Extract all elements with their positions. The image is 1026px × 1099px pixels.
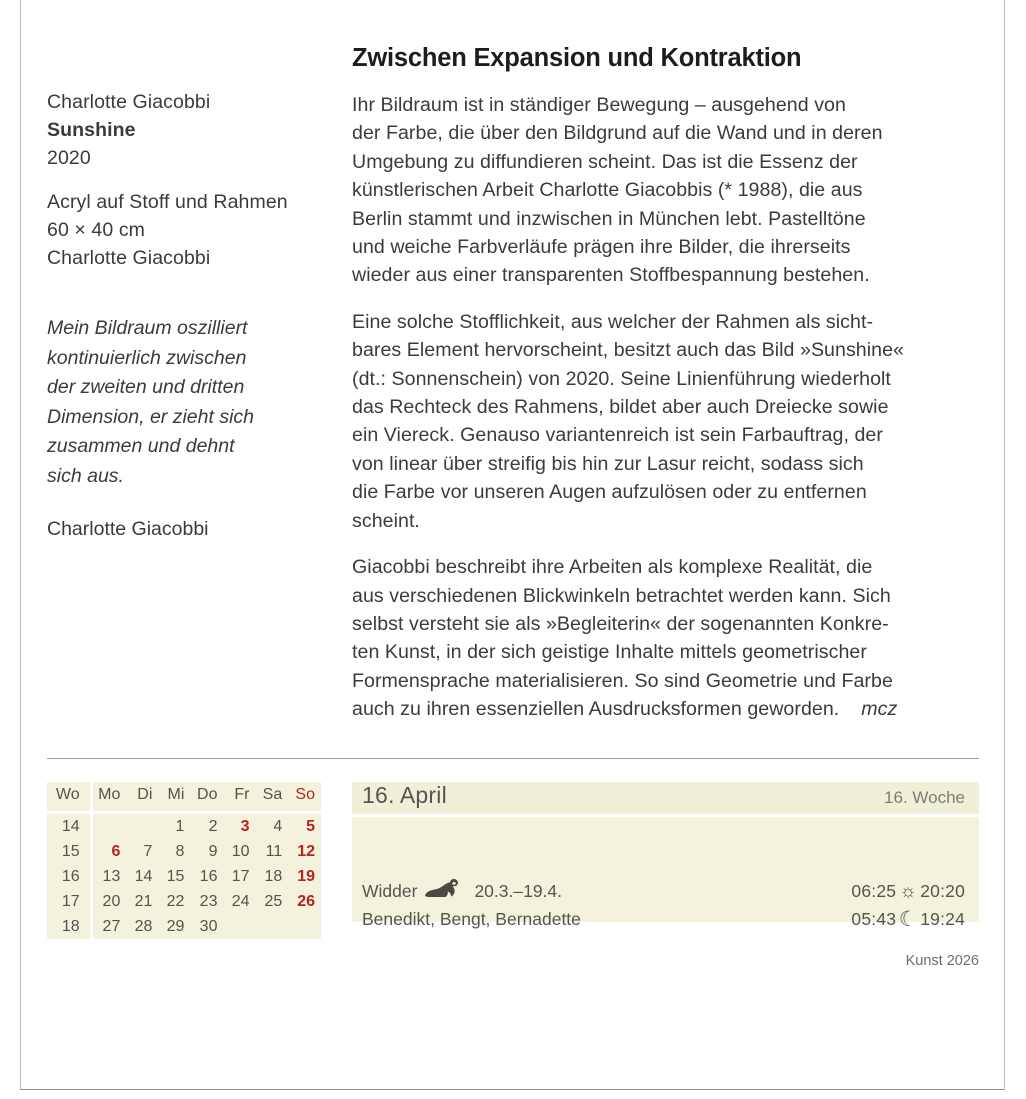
- quote-line: sich aus.: [47, 464, 124, 487]
- zodiac-row: [362, 879, 965, 903]
- day-cell[interactable]: 5: [306, 817, 315, 835]
- day-cell[interactable]: 29: [166, 917, 185, 935]
- day-cell[interactable]: 15: [166, 867, 185, 885]
- day-cell[interactable]: 21: [134, 892, 153, 910]
- day-cell[interactable]: 7: [143, 842, 153, 860]
- paragraph-line: Umgebung zu diffundieren scheint. Das ist die Essenz der: [352, 150, 858, 173]
- day-cell[interactable]: 18: [264, 867, 283, 885]
- column-header-di: Di: [126, 782, 158, 814]
- day-cell[interactable]: 10: [231, 842, 250, 860]
- column-header-mo: Mo: [93, 782, 127, 814]
- week-number-cell: 16: [47, 864, 93, 889]
- mini-calendar-week-row: [47, 864, 321, 889]
- empty-day-cell: [256, 914, 289, 939]
- column-header-so: So: [288, 782, 321, 814]
- mini-calendar-body: [47, 814, 321, 939]
- artwork-artist: Charlotte Giacobbi: [47, 91, 211, 113]
- paragraph-line: selbst versteht sie als »Begleiterin« der sogenannten Konkre-: [352, 612, 889, 635]
- paragraph-line: aus verschiedenen Blickwinkeln betrachtet werden kann. Sich: [352, 584, 891, 607]
- day-cell[interactable]: 4: [273, 817, 283, 835]
- day-cell[interactable]: 12: [297, 842, 315, 860]
- paragraph-line: die Farbe vor unseren Augen aufzulösen oder zu entfernen: [352, 481, 867, 504]
- artwork-dimensions: 60 × 40 cm: [47, 219, 146, 241]
- artwork-caption: [47, 88, 337, 543]
- moonset-time: 19:24: [920, 909, 965, 929]
- paragraph-line: Eine solche Stofflichkeit, aus welcher der Rahmen als sicht-: [352, 310, 874, 333]
- moonrise-time: 05:43: [851, 909, 897, 929]
- empty-day-cell: [93, 814, 127, 839]
- day-cell[interactable]: 17: [231, 867, 250, 885]
- mini-calendar-week-row: [47, 839, 321, 864]
- day-date: 16. April: [362, 782, 447, 808]
- paragraph-line: künstlerischen Arbeit Charlotte Giacobbis (* 1988), die aus: [352, 179, 863, 202]
- paragraph-line: von linear über streifig bis hin zur Lasur reicht, sodass sich: [352, 452, 864, 475]
- day-cell[interactable]: 25: [264, 892, 283, 910]
- mini-calendar-header: [47, 782, 321, 814]
- article-paragraph: [352, 91, 982, 290]
- quote-line: kontinuierlich zwischen: [47, 346, 247, 369]
- day-cell[interactable]: 24: [231, 892, 250, 910]
- quote-attribution: Charlotte Giacobbi: [47, 518, 209, 540]
- week-number-cell: 18: [47, 914, 93, 939]
- artwork-medium: Acryl auf Stoff und Rahmen: [47, 191, 288, 213]
- day-cell[interactable]: 27: [102, 917, 121, 935]
- calendar-band: [0, 782, 1026, 982]
- zodiac-info: [362, 879, 562, 903]
- day-cell[interactable]: 6: [111, 842, 121, 860]
- artwork-year: 2020: [47, 147, 91, 169]
- paragraph-line: scheint.: [352, 509, 420, 532]
- day-cell[interactable]: 8: [175, 842, 185, 860]
- paragraph-line: ein Viereck. Genauso variantenreich ist sein Farbauftrag, der: [352, 424, 883, 447]
- day-cell[interactable]: 23: [199, 892, 218, 910]
- footer-credit: Kunst 2026: [905, 953, 979, 969]
- zodiac-name: Widder: [362, 880, 418, 901]
- mini-month-calendar: [47, 782, 321, 939]
- day-cell[interactable]: 13: [102, 867, 121, 885]
- week-number-cell: 17: [47, 889, 93, 914]
- name-days: Benedikt, Bengt, Bernadette: [362, 909, 581, 929]
- article-title: Zwischen Expansion und Kontraktion: [352, 44, 802, 72]
- article: [352, 42, 982, 724]
- day-cell[interactable]: 20: [102, 892, 121, 910]
- paragraph-line: Berlin stammt und inzwischen in München lebt. Pastelltöne: [352, 207, 866, 230]
- quote-line: zusammen und dehnt: [47, 435, 235, 457]
- day-cell[interactable]: 28: [134, 917, 153, 935]
- caption-spacer: [47, 172, 337, 188]
- day-cell[interactable]: 11: [265, 842, 283, 860]
- article-paragraph: [352, 553, 982, 723]
- day-cell[interactable]: 16: [199, 867, 218, 885]
- day-cell[interactable]: 1: [175, 817, 185, 835]
- week-number-cell: 14: [47, 814, 93, 839]
- day-cell[interactable]: 19: [297, 867, 315, 885]
- name-day-row: [362, 909, 965, 930]
- day-cell[interactable]: 26: [297, 892, 315, 910]
- column-header-week: Wo: [47, 782, 93, 814]
- column-header-do: Do: [190, 782, 223, 814]
- mini-calendar-header-row: [47, 782, 321, 814]
- week-number-cell: 15: [47, 839, 93, 864]
- column-header-sa: Sa: [256, 782, 289, 814]
- paragraph-line: wieder aus einer transparenten Stoffbespannung bestehen.: [352, 264, 870, 287]
- paragraph-line: [352, 695, 982, 723]
- day-body: [352, 817, 979, 931]
- article-paragraph: [352, 308, 982, 535]
- article-author-initials: mcz: [861, 698, 898, 721]
- day-cell[interactable]: 22: [166, 892, 185, 910]
- artwork-title: Sunshine: [47, 119, 136, 141]
- sun-icon: ☼: [899, 880, 918, 902]
- artwork-credit: Charlotte Giacobbi: [47, 247, 211, 269]
- empty-day-cell: [288, 914, 321, 939]
- sun-times: [851, 881, 965, 902]
- day-header-inner: [362, 782, 965, 814]
- aries-ram-icon: [423, 876, 467, 900]
- column-header-mi: Mi: [158, 782, 190, 814]
- paragraph-line: Formensprache materialisieren. So sind Geometrie und Farbe: [352, 669, 893, 692]
- paragraph-line: ten Kunst, in der sich geistige Inhalte mittels geometrischer: [352, 641, 867, 664]
- mini-calendar-week-row: [47, 914, 321, 939]
- section-divider: [47, 758, 979, 759]
- zodiac-date-range: 20.3.–19.4.: [474, 880, 563, 901]
- quote-line: Mein Bildraum oszilliert: [47, 317, 248, 339]
- mini-calendar-week-row: [47, 889, 321, 914]
- paragraph-line: das Rechteck des Rahmens, bildet aber auch Dreiecke sowie: [352, 396, 889, 419]
- empty-day-cell: [223, 914, 255, 939]
- artist-quote: [47, 314, 337, 543]
- sunrise-time: 06:25: [851, 880, 897, 901]
- moon-times: [851, 909, 965, 930]
- day-cell[interactable]: 14: [134, 867, 153, 885]
- day-cell[interactable]: 2: [208, 817, 218, 835]
- day-week-number: 16. Woche: [884, 788, 965, 807]
- sunset-time: 20:20: [920, 880, 965, 901]
- paragraph-line: bares Element hervorscheint, besitzt auch das Bild »Sunshine«: [352, 339, 904, 362]
- paragraph-line: Giacobbi beschreibt ihre Arbeiten als komplexe Realität, die: [352, 556, 873, 579]
- paragraph-line: der Farbe, die über den Bildgrund auf die Wand und in deren: [352, 122, 883, 145]
- paragraph-line: und weiche Farbverläufe prägen ihre Bilder, die ihrerseits: [352, 236, 851, 259]
- paragraph-line: (dt.: Sonnenschein) von 2020. Seine Linienführung wiederholt: [352, 367, 891, 390]
- day-header: [352, 782, 979, 814]
- day-cell[interactable]: 9: [208, 842, 218, 860]
- empty-day-cell: [126, 814, 158, 839]
- paragraph-line-text: auch zu ihren essenziellen Ausdrucksformen geworden.: [352, 698, 840, 721]
- day-cell[interactable]: 3: [240, 817, 250, 835]
- column-header-fr: Fr: [223, 782, 255, 814]
- mini-calendar-week-row: [47, 814, 321, 839]
- quote-line: der zweiten und dritten: [47, 376, 245, 398]
- quote-line: Dimension, er zieht sich: [47, 405, 254, 428]
- paragraph-line: Ihr Bildraum ist in ständiger Bewegung – ausgehend von: [352, 94, 846, 116]
- moon-icon: ☾: [898, 908, 918, 931]
- day-detail-panel: [352, 782, 979, 931]
- day-cell[interactable]: 30: [199, 917, 218, 935]
